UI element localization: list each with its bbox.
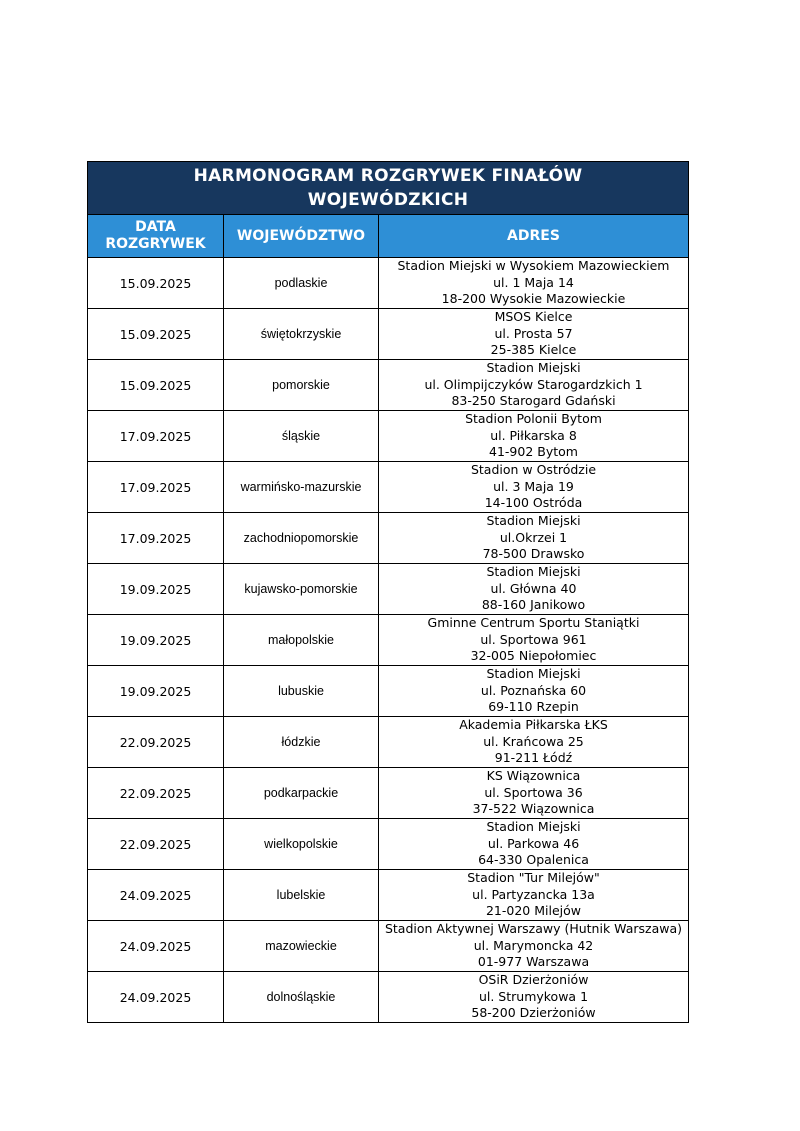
address-line: Stadion Miejski — [486, 513, 581, 529]
address-cell — [379, 819, 689, 870]
date-cell: 22.09.2025 — [88, 768, 224, 819]
address-line: 41-902 Bytom — [489, 444, 578, 460]
table-row — [88, 309, 689, 360]
address-line: ul. Partyzancka 13a — [472, 886, 595, 902]
voivodeship-cell: śląskie — [224, 411, 379, 462]
date-cell: 22.09.2025 — [88, 819, 224, 870]
address-line: 83-250 Starogard Gdański — [451, 393, 616, 409]
address-line: 69-110 Rzepin — [488, 699, 579, 715]
address-line: Akademia Piłkarska ŁKS — [459, 717, 608, 733]
table-row — [88, 564, 689, 615]
voivodeship-cell: lubuskie — [224, 666, 379, 717]
address-line: ul. 1 Maja 14 — [493, 274, 574, 290]
address-line: Stadion Polonii Bytom — [465, 411, 602, 427]
column-header-row — [88, 215, 689, 258]
address-line: 01-977 Warszawa — [477, 954, 590, 970]
table-row — [88, 717, 689, 768]
table-row — [88, 258, 689, 309]
address-line: Stadion Miejski — [486, 819, 581, 835]
table-row — [88, 615, 689, 666]
date-cell: 24.09.2025 — [88, 972, 224, 1023]
address-cell — [379, 921, 689, 972]
address-cell — [379, 717, 689, 768]
table-row — [88, 768, 689, 819]
address-cell — [379, 360, 689, 411]
address-line: Stadion w Ostródzie — [470, 462, 597, 478]
table-row — [88, 666, 689, 717]
voivodeship-cell: lubelskie — [224, 870, 379, 921]
table-row — [88, 870, 689, 921]
table-title-cell — [88, 162, 689, 215]
table-row — [88, 360, 689, 411]
date-cell: 17.09.2025 — [88, 411, 224, 462]
address-line: 58-200 Dzierżoniów — [471, 1005, 596, 1021]
voivodeship-cell: dolnośląskie — [224, 972, 379, 1023]
address-line: MSOS Kielce — [494, 309, 573, 325]
voivodeship-cell: warmińsko-mazurskie — [224, 462, 379, 513]
schedule-body — [88, 258, 689, 1023]
address-line: ul. Strumykowa 1 — [478, 988, 589, 1004]
voivodeship-cell: zachodniopomorskie — [224, 513, 379, 564]
address-line: OSiR Dzierżoniów — [478, 972, 589, 988]
address-line: ul. Krańcowa 25 — [483, 733, 584, 749]
table-row — [88, 921, 689, 972]
date-cell: 17.09.2025 — [88, 513, 224, 564]
address-line: ul. Prosta 57 — [494, 325, 573, 341]
date-cell: 22.09.2025 — [88, 717, 224, 768]
address-cell — [379, 513, 689, 564]
header-address: ADRES — [379, 215, 689, 258]
address-cell — [379, 411, 689, 462]
table-title-row — [88, 162, 689, 215]
table-row — [88, 462, 689, 513]
address-line: 78-500 Drawsko — [482, 546, 585, 562]
voivodeship-cell: łódzkie — [224, 717, 379, 768]
address-cell — [379, 768, 689, 819]
header-date: DATA ROZGRYWEK — [88, 215, 224, 258]
date-cell: 24.09.2025 — [88, 921, 224, 972]
address-cell — [379, 615, 689, 666]
table-row — [88, 411, 689, 462]
voivodeship-cell: pomorskie — [224, 360, 379, 411]
address-line: 64-330 Opalenica — [478, 852, 589, 868]
table-row — [88, 819, 689, 870]
date-cell: 17.09.2025 — [88, 462, 224, 513]
address-line: Stadion Miejski — [486, 666, 581, 682]
address-line: ul. Sportowa 36 — [484, 784, 583, 800]
date-cell: 15.09.2025 — [88, 258, 224, 309]
date-cell: 15.09.2025 — [88, 360, 224, 411]
voivodeship-cell: świętokrzyskie — [224, 309, 379, 360]
address-line: 88-160 Janikowo — [481, 597, 586, 613]
address-line: Stadion "Tur Milejów" — [467, 870, 600, 886]
address-cell — [379, 309, 689, 360]
address-line: 32-005 Niepołomiec — [470, 648, 597, 664]
address-line: 91-211 Łódź — [494, 750, 573, 766]
address-line: 18-200 Wysokie Mazowieckie — [441, 291, 626, 307]
address-cell — [379, 972, 689, 1023]
address-line: ul.Okrzei 1 — [499, 529, 568, 545]
address-cell — [379, 258, 689, 309]
voivodeship-cell: podkarpackie — [224, 768, 379, 819]
voivodeship-cell: podlaskie — [224, 258, 379, 309]
header-voivodeship: WOJEWÓDZTWO — [224, 215, 379, 258]
table-row — [88, 513, 689, 564]
address-cell — [379, 870, 689, 921]
date-cell: 19.09.2025 — [88, 666, 224, 717]
date-cell: 19.09.2025 — [88, 615, 224, 666]
address-line: 25-385 Kielce — [490, 342, 577, 358]
address-line: ul. 3 Maja 19 — [493, 478, 574, 494]
date-cell: 19.09.2025 — [88, 564, 224, 615]
address-line: Stadion Aktywnej Warszawy (Hutnik Warszawa) — [384, 921, 683, 937]
address-cell — [379, 462, 689, 513]
address-line: ul. Parkowa 46 — [487, 835, 580, 851]
address-line: 37-522 Wiązownica — [472, 801, 595, 817]
address-line: KS Wiązownica — [486, 768, 581, 784]
schedule-table — [87, 161, 689, 1023]
date-cell: 24.09.2025 — [88, 870, 224, 921]
table-title: HARMONOGRAM ROZGRYWEK FINAŁÓW WOJEWÓDZKICH — [193, 166, 583, 210]
date-cell: 15.09.2025 — [88, 309, 224, 360]
address-cell — [379, 564, 689, 615]
address-line: ul. Poznańska 60 — [480, 682, 587, 698]
voivodeship-cell: małopolskie — [224, 615, 379, 666]
voivodeship-cell: mazowieckie — [224, 921, 379, 972]
address-line: Stadion Miejski — [486, 360, 581, 376]
address-line: ul. Główna 40 — [490, 580, 577, 596]
address-line: ul. Sportowa 961 — [480, 631, 587, 647]
voivodeship-cell: wielkopolskie — [224, 819, 379, 870]
address-line: ul. Olimpijczyków Starogardzkich 1 — [424, 376, 643, 392]
address-line: ul. Piłkarska 8 — [490, 427, 577, 443]
address-line: Gminne Centrum Sportu Staniątki — [427, 615, 640, 631]
address-line: ul. Marymoncka 42 — [473, 937, 594, 953]
voivodeship-cell: kujawsko-pomorskie — [224, 564, 379, 615]
address-cell — [379, 666, 689, 717]
address-line: Stadion Miejski w Wysokiem Mazowieckiem — [397, 258, 670, 274]
table-row — [88, 972, 689, 1023]
address-line: Stadion Miejski — [486, 564, 581, 580]
address-line: 14-100 Ostróda — [484, 495, 583, 511]
address-line: 21-020 Milejów — [485, 903, 581, 919]
